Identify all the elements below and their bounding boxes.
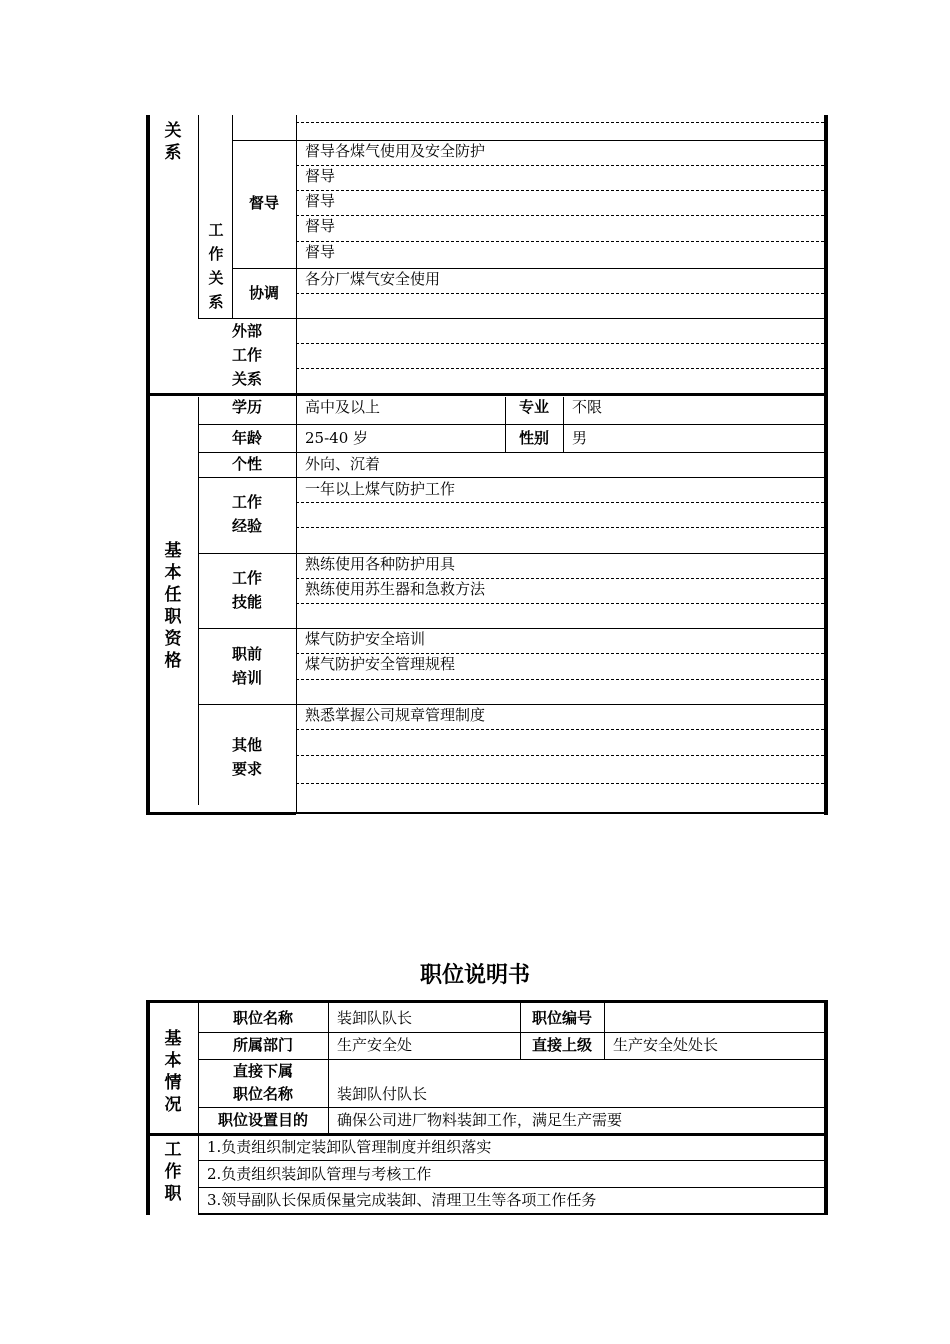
experience-item: 一年以上煤气防护工作 xyxy=(305,480,456,498)
row-line-skills-top xyxy=(198,553,824,554)
training-item: 煤气防护安全管理规程 xyxy=(305,655,456,673)
dash-line xyxy=(296,502,824,503)
other-item: 熟悉掌握公司规章管理制度 xyxy=(305,706,486,724)
duty-item: 3.领导副队长保质保量完成装卸、清理卫生等各项工作任务 xyxy=(207,1191,597,1209)
dash-line xyxy=(296,241,824,242)
subordinate-label-1: 直接下属 xyxy=(232,1062,293,1080)
dash-line xyxy=(296,343,824,344)
education-value: 高中及以上 xyxy=(305,398,381,416)
training-item: 煤气防护安全培训 xyxy=(305,630,426,648)
row-line-age-top xyxy=(198,424,824,425)
subordinate-value: 装卸队付队长 xyxy=(337,1085,428,1103)
dash-line xyxy=(296,783,824,784)
skills-item: 熟练使用各种防护用具 xyxy=(305,555,456,573)
lower-left-border xyxy=(146,1000,150,1215)
education-label: 学历 xyxy=(231,398,262,416)
upper-left-border xyxy=(146,115,150,815)
skills-label-2: 技能 xyxy=(231,593,262,611)
supervise-item: 督导各煤气使用及安全防护 xyxy=(305,142,486,160)
lower-section-line xyxy=(146,1133,828,1136)
age-value: 25-40 岁 xyxy=(305,429,369,447)
training-label-1: 职前 xyxy=(231,645,262,663)
major-value: 不限 xyxy=(572,398,603,416)
supervise-item: 督导 xyxy=(305,217,336,235)
supervise-item: 督导 xyxy=(305,243,336,261)
lower-col-line-4 xyxy=(604,1003,605,1059)
basic-label: 基本情况 xyxy=(164,1029,182,1115)
personality-label: 个性 xyxy=(231,455,262,473)
training-label-2: 培训 xyxy=(231,669,262,687)
row-line-experience-top xyxy=(198,477,824,478)
external-label-1: 外部 xyxy=(231,322,262,340)
supervise-item: 督导 xyxy=(305,167,336,185)
dash-line xyxy=(296,215,824,216)
gender-label: 性别 xyxy=(518,429,549,447)
dash-line xyxy=(296,679,824,680)
col-line-1a xyxy=(198,115,199,318)
row-line-training-top xyxy=(198,628,824,629)
col-line-3 xyxy=(296,115,297,812)
lower-row-line xyxy=(198,1160,824,1161)
gender-value: 男 xyxy=(572,429,588,447)
document-title: 职位说明书 xyxy=(419,963,530,988)
lower-row-line xyxy=(198,1213,828,1215)
supervise-label: 督导 xyxy=(248,194,279,212)
dash-line xyxy=(296,527,824,528)
dash-line xyxy=(296,368,824,369)
superior-value: 生产安全处处长 xyxy=(613,1036,719,1054)
department-label: 所属部门 xyxy=(232,1036,293,1054)
other-label-1: 其他 xyxy=(231,736,262,754)
lower-row-line xyxy=(198,1187,824,1188)
work-relations-label: 工作关系 xyxy=(208,221,224,311)
dash-line xyxy=(296,293,824,294)
upper-bottom-border-left xyxy=(146,812,296,815)
dash-line xyxy=(296,122,824,123)
purpose-value: 确保公司进厂物料装卸工作，满足生产需要 xyxy=(337,1111,623,1129)
age-label: 年龄 xyxy=(231,429,262,447)
duty-item: 1.负责组织制定装卸队管理制度并组织落实 xyxy=(207,1138,492,1156)
department-value: 生产安全处 xyxy=(337,1036,413,1054)
other-label-2: 要求 xyxy=(231,760,262,778)
skills-label-1: 工作 xyxy=(231,569,262,587)
external-label-3: 关系 xyxy=(231,370,262,388)
skills-item: 熟练使用苏生器和急救方法 xyxy=(305,580,486,598)
duty-item: 2.负责组织装卸队管理与考核工作 xyxy=(207,1165,432,1183)
lower-top-border xyxy=(146,1000,828,1003)
upper-right-border xyxy=(824,115,828,815)
major-label: 专业 xyxy=(518,398,549,416)
dash-line xyxy=(296,755,824,756)
external-label-2: 工作 xyxy=(231,346,262,364)
relations-label: 关系 xyxy=(164,121,182,163)
position-name-value: 装卸队队长 xyxy=(337,1009,413,1027)
dash-line xyxy=(296,603,824,604)
row-line-other-top xyxy=(198,704,824,705)
dash-line xyxy=(296,190,824,191)
dash-line xyxy=(296,729,824,730)
purpose-label: 职位设置目的 xyxy=(217,1111,308,1129)
dash-line xyxy=(296,165,824,166)
coordinate-item: 各分厂煤气安全使用 xyxy=(305,270,441,288)
lower-col-line-2 xyxy=(328,1003,329,1133)
upper-bottom-border-right xyxy=(296,812,828,814)
position-code-label: 职位编号 xyxy=(531,1009,592,1027)
experience-label-2: 经验 xyxy=(231,517,262,535)
duties-label: 工作职 xyxy=(164,1140,182,1204)
lower-right-border xyxy=(824,1000,828,1215)
experience-label-1: 工作 xyxy=(231,493,262,511)
subordinate-label-2: 职位名称 xyxy=(232,1085,293,1103)
superior-label: 直接上级 xyxy=(531,1036,592,1054)
qualifications-label: 基本任职资格 xyxy=(164,541,182,671)
position-name-label: 职位名称 xyxy=(232,1009,293,1027)
supervise-item: 督导 xyxy=(305,192,336,210)
coordinate-label: 协调 xyxy=(248,284,279,302)
personality-value: 外向、沉着 xyxy=(305,455,381,473)
